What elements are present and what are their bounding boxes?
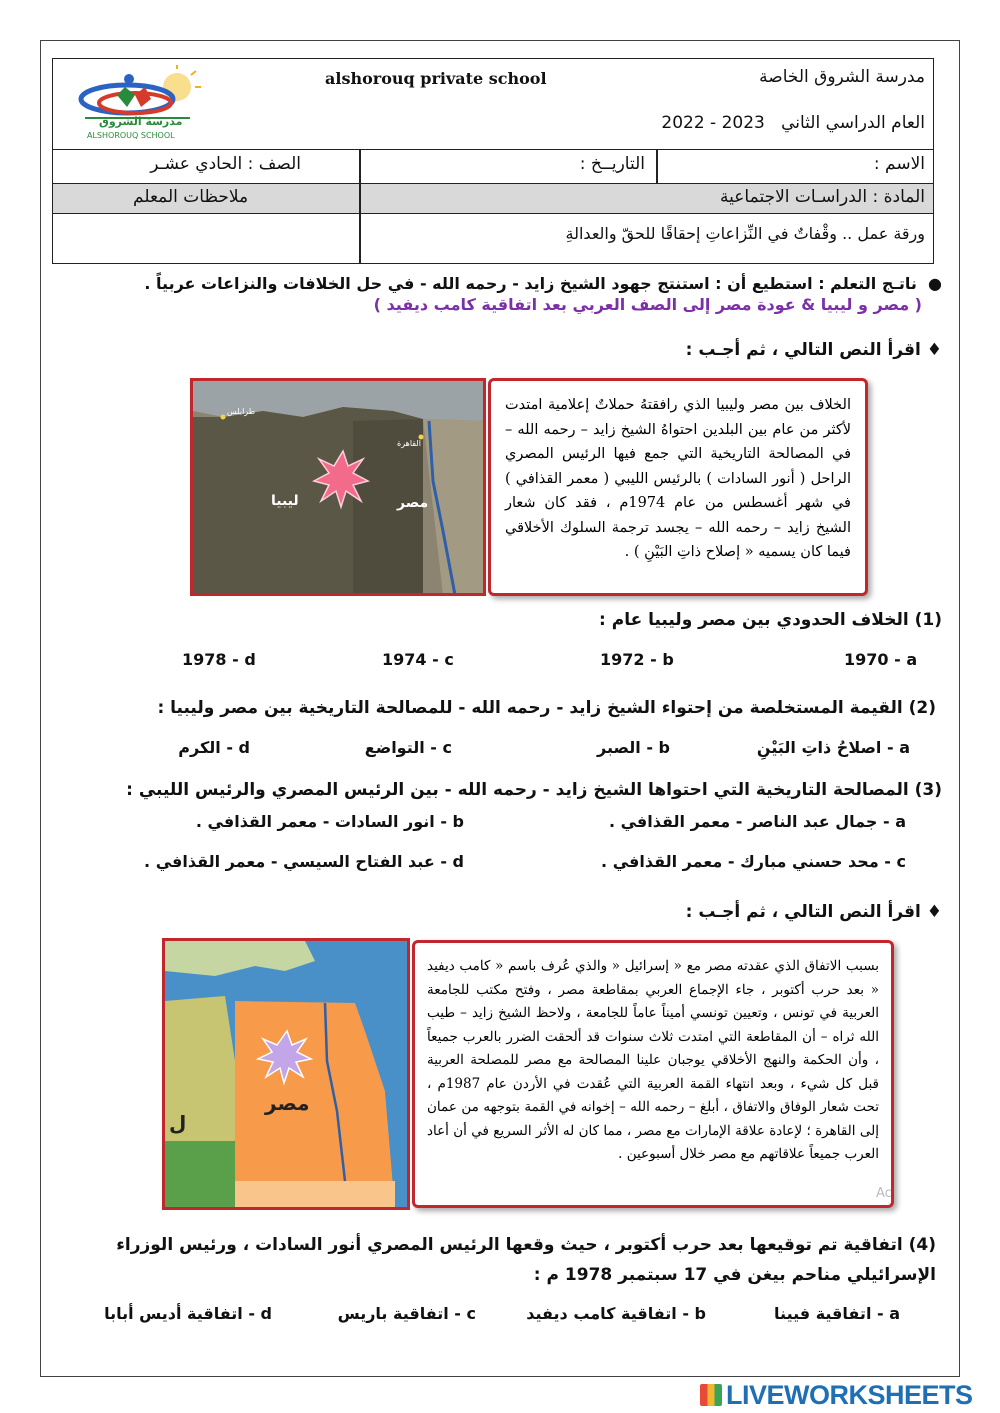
passage-2-text: بسبب الاتفاق الذي عقدته مصر مع « إسرائيل « والذي عُرف باسم « كامب ديفيد « بعد حرب أكتوبر ، جاء الإجماع العربي بمقاطعة مصر ، وفتح مكتب للجامعة العربية في تونس ، وتعيين تونسي أميناً عاماً للجامعة ، ولاحظ الشيخ زايد – طيب الله ثراه – أن المقاطعة التي امتدت ثلاث سنوات قد ألحقت الضرر بالعرب جميعاً ، وأن الحكمة والنهج الأخلاقي يوجبان علينا المصالحة مع مصر للمصلحة العربية قبل كل شيء ، وبعد انتهاء القمة العربية التي عُقدت في الأردن عام 1987م ، تحت شعار الوفاق والاتفاق ، أبلغ – رحمه الله – إخوانه في القمة بتوجهه من عمان إلى القاهرة ؛ لإعادة علاقة الإمارات مع مصر ، مما كان له الأثر السريع في أن أعاد العرب جميعاً علاقاتهم مع مصر خلال أسبوعين .: [427, 958, 879, 1162]
q1-option-a[interactable]: 1970 - a: [844, 650, 918, 669]
passage-1-text: الخلاف بين مصر وليبيا الذي رافقتهُ حملاتٌ إعلامية امتدت لأكثر من عام بين البلدين احتواهُ الشيخ زايد – رحمه الله – في المصالحة التاريخية التي جمع فيها الرئيس المصري الراحل ( أنور السادات ) بالرئيس الليبي ( معمر القذافي ) في شهر أغسطس من عام 1974م ، فقد كان شعار الشيخ زايد – رحمه الله – يجسد ترجمة السلوك الأخلاقي فيما كان يسميه « إصلاح ذاتِ البَيْنِ ) .: [505, 397, 851, 560]
learning-outcome: [62, 274, 942, 314]
q3-option-a[interactable]: a - جمال عبد الناصر - معمر القذافي .: [608, 812, 906, 831]
libya-egypt-map: [190, 378, 486, 596]
header-table: [52, 58, 934, 264]
learning-outcome-line2: ( مصر و ليبيا & عودة مصر إلى الصف العربي بعد اتفاقية كامب ديفيد ): [373, 295, 922, 314]
liveworksheets-icon: [700, 1384, 722, 1406]
name-field-label: الاسم :: [873, 154, 925, 174]
passage-1: [488, 378, 868, 596]
date-field-label: التاريــخ :: [579, 154, 645, 174]
liveworksheets-logo[interactable]: [700, 1380, 973, 1410]
subject-row: [53, 183, 933, 213]
liveworksheets-text: LIVEWORKSHEETS: [726, 1379, 973, 1410]
title-row: [53, 213, 933, 263]
map-label-libya: ليبيا: [271, 493, 299, 509]
grade-label: الصف : الحادي عشـر: [150, 154, 301, 174]
map-label-tripoli: طرابلس: [227, 407, 256, 416]
logo-text-en: ALSHOROUQ SCHOOL: [87, 131, 175, 140]
q1-option-b[interactable]: 1972 - b: [600, 650, 674, 669]
passage-2: [412, 940, 894, 1208]
egypt-map: [162, 938, 410, 1210]
q3-option-d[interactable]: d - عبد الفتاح السيسي - معمر القذافي .: [144, 852, 464, 871]
map-label-cairo: القاهرة: [397, 439, 421, 448]
bullet-icon: ●: [916, 274, 942, 293]
school-name-ar: مدرسة الشروق الخاصة: [759, 67, 925, 87]
teacher-notes-label: ملاحظات المعلم: [133, 187, 249, 207]
section2-instruction: ♦ اقرأ النص التالي ، ثم أجـب :: [685, 902, 942, 922]
school-logo: [65, 65, 205, 145]
year-label: العام الدراسي الثاني: [781, 113, 925, 133]
subject-label: المادة : الدراسـات الاجتماعية: [720, 187, 925, 207]
q2-option-a[interactable]: a - اصلاحُ ذاتِ البَيْنِ: [756, 738, 910, 757]
q3-option-c[interactable]: c - محد حسني مبارك - معمر القذافي .: [601, 852, 906, 871]
map2-label-l: ل: [169, 1111, 187, 1135]
q4-option-a[interactable]: a - اتفاقية فيينا: [774, 1304, 900, 1323]
q2-text: (2) القيمة المستخلصة من إحتواء الشيخ زايد - رحمه الله - للمصالحة التاريخية بين مصر وليبيا :: [157, 698, 936, 718]
q1-option-c[interactable]: 1974 - c: [382, 650, 454, 669]
q2-option-b[interactable]: b - الصبر: [597, 738, 670, 757]
q3-text: (3) المصالحة التاريخية التي احتواها الشيخ زايد - رحمه الله - بين الرئيس المصري والرئيس الليبي :: [126, 780, 942, 800]
map-label-egypt: مصر: [397, 495, 429, 511]
q4-option-c[interactable]: c - اتفاقية باريس: [337, 1304, 476, 1323]
academic-year: [661, 113, 925, 133]
school-name-en: alshorouq private school: [325, 69, 547, 88]
stray-text: Ac: [876, 1186, 892, 1201]
q2-option-d[interactable]: d - الكرم: [178, 738, 250, 757]
q3-option-b[interactable]: b - انور السادات - معمر القذافي .: [195, 812, 464, 831]
section1-instruction: ♦ اقرأ النص التالي ، ثم أجـب :: [685, 340, 942, 360]
q4-option-b[interactable]: b - اتفاقية كامب ديفيد: [526, 1304, 706, 1323]
q2-option-c[interactable]: c - التواضع: [364, 738, 452, 757]
year-range: 2022 - 2023: [661, 113, 765, 133]
map2-label-egypt: مصر: [265, 1091, 310, 1115]
q4-option-d[interactable]: d - اتفاقية أديس أبابا: [104, 1304, 272, 1323]
logo-text-ar: مدرسة الشروق: [99, 115, 183, 128]
q1-text: (1) الخلاف الحدودي بين مصر وليبيا عام :: [599, 610, 942, 630]
q1-option-d[interactable]: 1978 - d: [182, 650, 256, 669]
info-row: [53, 149, 933, 183]
worksheet-title: ورقة عمل .. وقْفاتٌ في النِّزاعاتِ إحقاقًا للحقّ والعدالةِ: [565, 224, 925, 243]
learning-outcome-line1: ناتـج التعلم : استطيع أن : استنتج جهود الشيخ زايد - رحمه الله - في حل الخلافات والنزاعات عربياً .: [144, 274, 917, 293]
q4-text: (4) اتفاقية تم توقيعها بعد حرب أكتوبر ، حيث وقعها الرئيس المصري أنور السادات ، ورئيس الوزراء الإسرائيلي مناحم بيغن في 17 سبتمبر 1978 م :: [116, 1235, 936, 1285]
